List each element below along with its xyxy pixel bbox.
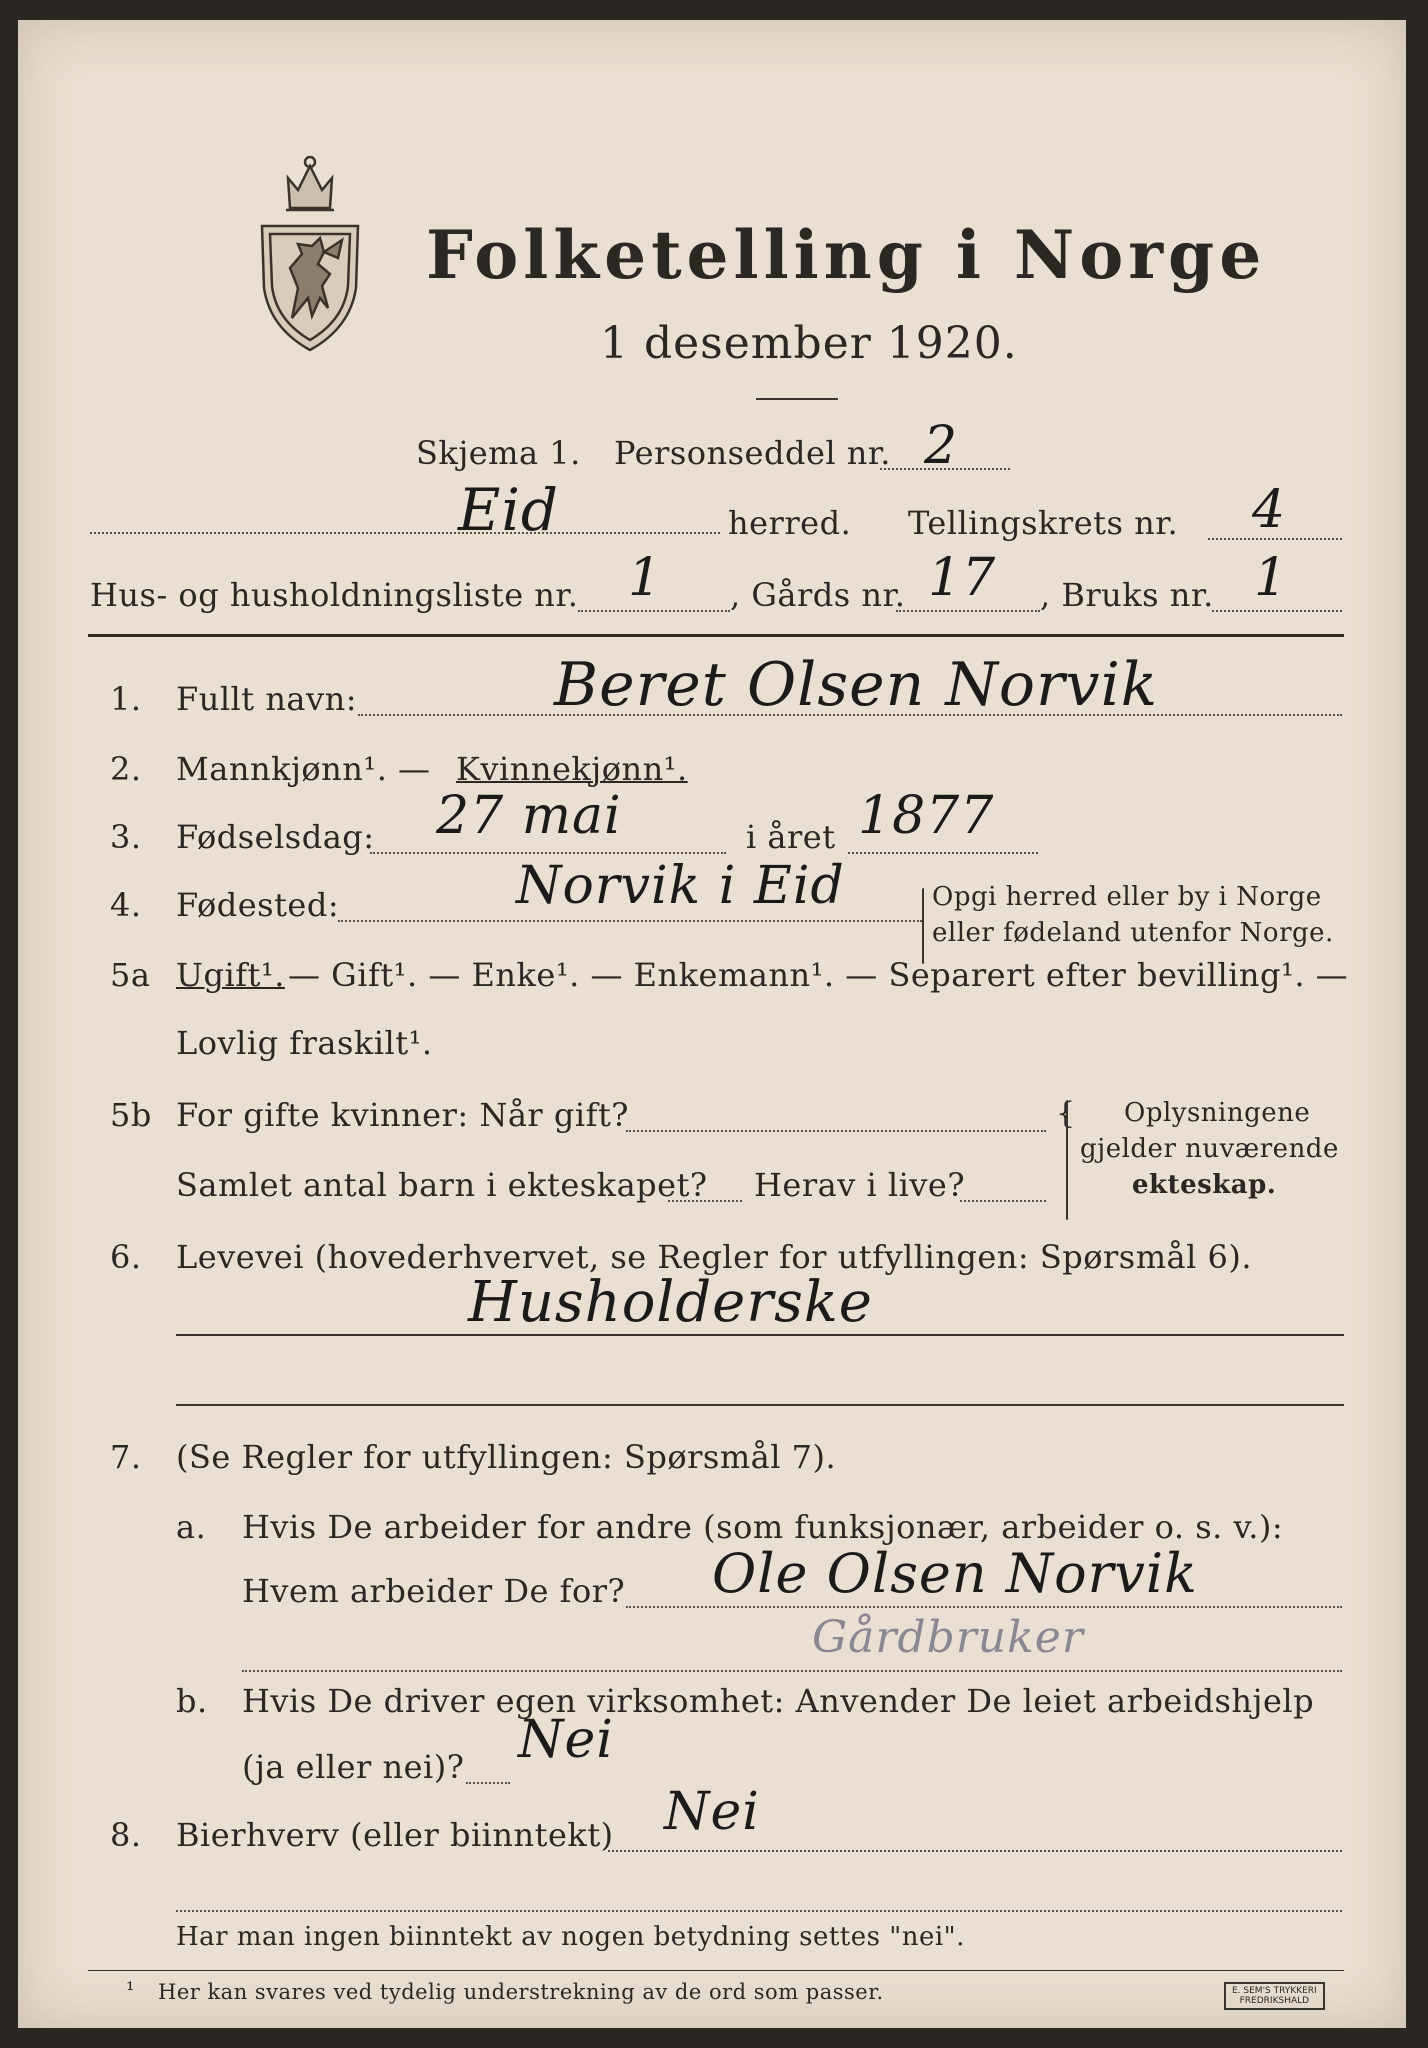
title-divider: [756, 398, 838, 400]
q5b-note-bracket: [1066, 1100, 1068, 1220]
schema-label: Skjema 1.: [416, 434, 581, 472]
q3-year-label: i året: [746, 818, 836, 856]
herred-value: Eid: [458, 476, 560, 544]
q2-male-option: Mannkjønn¹. —: [176, 750, 431, 788]
q5b-children-label: Samlet antal barn i ekteskapet?: [176, 1166, 708, 1204]
footnote-text: Her kan svares ved tydelig understrekning av de ord som passer.: [158, 1980, 884, 2004]
q3-birth-year: 1877: [858, 786, 995, 846]
q7b-line: [466, 1782, 510, 1784]
q7b-answer: Nei: [518, 1710, 614, 1770]
q7a-label1: Hvis De arbeider for andre (som funksjonær, arbeider o. s. v.):: [242, 1508, 1284, 1546]
q3-year-line: [848, 852, 1038, 854]
q8-label: Bierhverv (eller biinntekt): [176, 1816, 614, 1854]
q4-note-bracket: [922, 888, 924, 964]
biinntekt-note: Har man ingen biinntekt av nogen betydning settes "nei".: [176, 1922, 965, 1952]
q2-number: 2.: [110, 750, 142, 788]
q8-line2: [176, 1910, 1342, 1912]
bruks-value: 1: [1254, 548, 1289, 608]
q7a-label2: Hvem arbeider De for?: [242, 1572, 626, 1610]
q7b-letter: b.: [176, 1682, 208, 1720]
q7a-employer-occupation: Gårdbruker: [812, 1612, 1084, 1663]
q5a-ugift-option: Ugift¹.: [176, 956, 285, 994]
q4-line: [338, 920, 922, 922]
printer-stamp: [1224, 1982, 1325, 2010]
q1-label: Fullt navn:: [176, 680, 357, 718]
bruks-label: , Bruks nr.: [1040, 576, 1214, 614]
norway-coat-of-arms-icon: [250, 148, 370, 356]
q7-label: (Se Regler for utfyllingen: Spørsmål 7).: [176, 1438, 837, 1476]
census-date: 1 desember 1920.: [600, 318, 1018, 369]
q5a-line2: Lovlig fraskilt¹.: [176, 1024, 433, 1062]
q7b-label1: Hvis De driver egen virksomhet: Anvender De leiet arbeidshjelp: [242, 1682, 1315, 1720]
q5b-alive-label: Herav i live?: [754, 1166, 966, 1204]
census-form-page: [18, 20, 1406, 2028]
q5b-number: 5b: [110, 1096, 152, 1134]
q5b-children-line: [668, 1200, 742, 1202]
q5b-brace: {: [1056, 1096, 1076, 1131]
q7a-line1: [626, 1606, 1342, 1608]
q3-day-line: [370, 852, 726, 854]
q5b-note-line2: gjelder nuværende: [1080, 1134, 1339, 1164]
q5a-other-options: — Gift¹. — Enke¹. — Enkemann¹. — Separert efter bevilling¹. —: [288, 956, 1349, 994]
gards-value: 17: [928, 548, 997, 608]
q2-female-option: Kvinnekjønn¹.: [456, 750, 688, 788]
q7a-line2: [242, 1670, 1342, 1672]
q7-number: 7.: [110, 1438, 142, 1476]
husliste-line: [578, 610, 730, 612]
q5b-alive-line: [960, 1200, 1046, 1202]
q4-note-line2: eller fødeland utenfor Norge.: [932, 918, 1334, 948]
personseddel-value: 2: [924, 416, 959, 476]
q7b-label2: (ja eller nei)?: [242, 1748, 465, 1786]
footer-divider: [88, 1970, 1344, 1971]
bruks-line: [1212, 610, 1342, 612]
herred-line: [90, 532, 720, 534]
q4-label: Fødested:: [176, 886, 340, 924]
q3-birth-date: 27 mai: [436, 786, 622, 846]
q5b-note-line1: Oplysningene: [1124, 1098, 1311, 1128]
form-title: Folketelling i Norge: [426, 216, 1267, 294]
gards-label: , Gårds nr.: [730, 576, 906, 614]
q3-number: 3.: [110, 818, 142, 856]
q1-number: 1.: [110, 680, 142, 718]
q4-number: 4.: [110, 886, 142, 924]
q6-line2: [176, 1404, 1344, 1406]
footnote-mark: ¹: [126, 1978, 135, 2002]
tellingskrets-label: Tellingskrets nr.: [908, 504, 1179, 542]
printer-city: FREDRIKSHALD: [1239, 1996, 1310, 2006]
q4-birthplace: Norvik i Eid: [516, 856, 845, 916]
q6-occupation: Husholderske: [468, 1270, 873, 1335]
printer-name: E. SEM'S TRYKKERI: [1232, 1986, 1317, 1996]
q3-label: Fødselsdag:: [176, 818, 375, 856]
q1-full-name: Beret Olsen Norvik: [554, 650, 1159, 720]
q5b-married-line: [626, 1130, 1046, 1132]
q4-note-line1: Opgi herred eller by i Norge: [932, 882, 1322, 912]
q6-label: Levevei (hovederhvervet, se Regler for utfyllingen: Spørsmål 6).: [176, 1238, 1253, 1276]
gards-line: [896, 610, 1040, 612]
q5b-note-line3: ekteskap.: [1132, 1170, 1277, 1200]
q8-number: 8.: [110, 1816, 142, 1854]
q6-number: 6.: [110, 1238, 142, 1276]
herred-label: herred.: [728, 504, 852, 542]
personseddel-label: Personseddel nr.: [614, 434, 891, 472]
q8-line1: [608, 1850, 1342, 1852]
husliste-value: 1: [628, 548, 663, 608]
header-divider: [88, 634, 1344, 637]
tellingskrets-value: 4: [1252, 480, 1287, 540]
husliste-label: Hus- og husholdningsliste nr.: [90, 576, 579, 614]
q8-answer: Nei: [664, 1782, 760, 1842]
q5a-number: 5a: [110, 956, 151, 994]
q7a-employer: Ole Olsen Norvik: [712, 1542, 1198, 1605]
q5b-married-label: For gifte kvinner: Når gift?: [176, 1096, 629, 1134]
q7a-letter: a.: [176, 1508, 207, 1546]
